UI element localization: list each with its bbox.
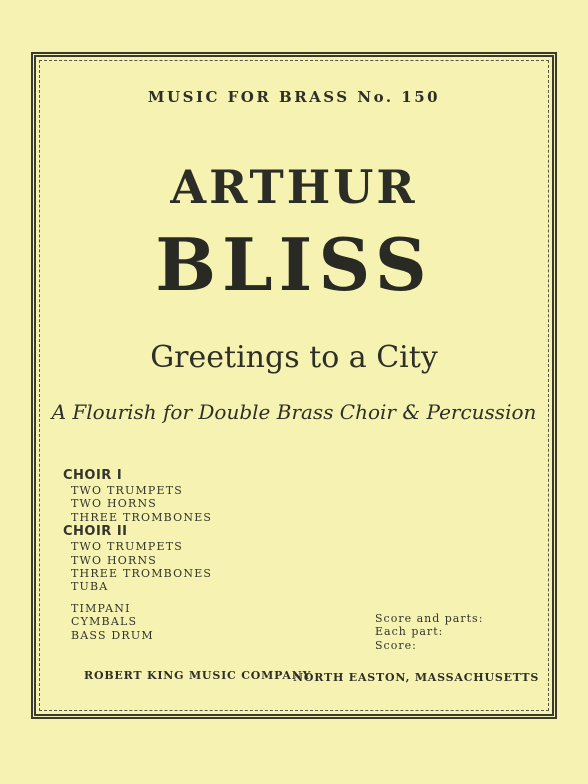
price-each-part: Each part: xyxy=(375,625,444,639)
publisher-location: NORTH EASTON, MASSACHUSETTS xyxy=(293,671,540,684)
percussion-item: TIMPANI xyxy=(71,601,131,615)
pricing-list xyxy=(375,612,483,652)
composer-last-name: BLISS xyxy=(155,222,433,307)
spacer xyxy=(64,594,212,602)
work-title: Greetings to a City xyxy=(150,340,438,375)
instrumentation-list xyxy=(64,468,212,642)
instrument-item: TWO TRUMPETS xyxy=(71,540,184,554)
instrument-item: THREE TROMBONES xyxy=(71,510,213,524)
percussion-item: CYMBALS xyxy=(71,615,138,629)
composer-first-name: ARTHUR xyxy=(170,160,418,214)
instrument-item: TUBA xyxy=(71,580,109,594)
series-title: MUSIC FOR BRASS No. 150 xyxy=(147,88,441,106)
price-score-and-parts: Score and parts: xyxy=(375,612,484,625)
choir-2-heading: CHOIR II xyxy=(63,524,128,540)
work-subtitle: A Flourish for Double Brass Choir & Percussion xyxy=(51,400,537,424)
publisher-name: ROBERT KING MUSIC COMPANY xyxy=(84,669,312,682)
instrument-item: TWO HORNS xyxy=(71,497,158,511)
price-score: Score: xyxy=(375,638,417,652)
instrument-item: TWO TRUMPETS xyxy=(71,484,184,497)
instrument-item: THREE TROMBONES xyxy=(71,567,213,581)
choir-1-heading: CHOIR I xyxy=(63,468,123,483)
percussion-item: BASS DRUM xyxy=(71,628,154,642)
instrument-item: TWO HORNS xyxy=(71,553,158,567)
